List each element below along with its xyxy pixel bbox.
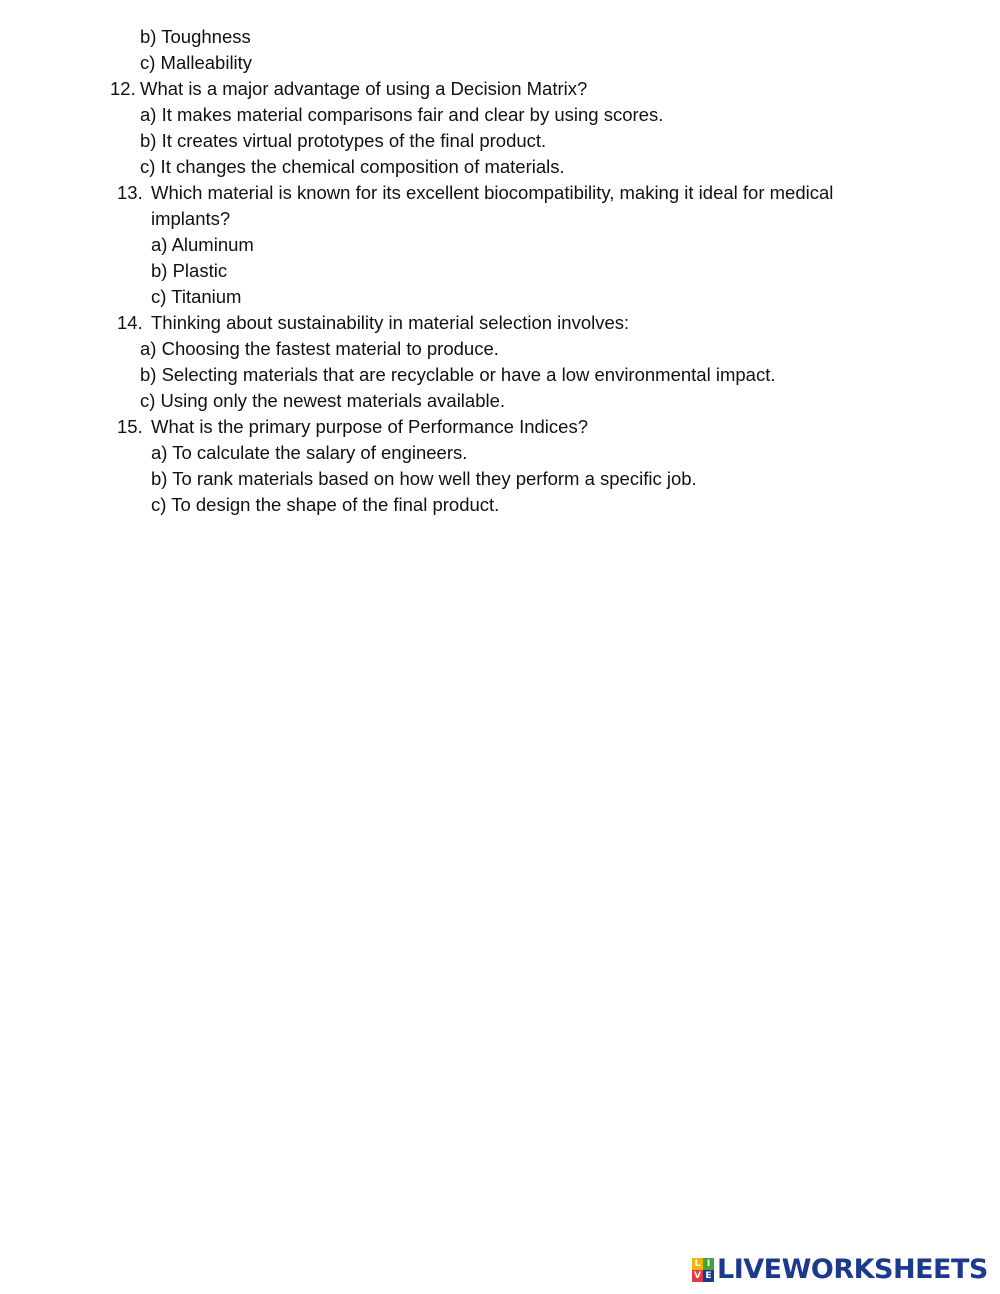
question-text: Thinking about sustainability in material selection involves: [151, 312, 630, 333]
question-number: 12. [110, 78, 136, 99]
liveworksheets-logo [692, 1254, 988, 1286]
q15-option-b: b) To rank materials based on how well they perform a specific job. [151, 468, 697, 489]
q11-option-c: c) Malleability [140, 52, 253, 73]
question-14 [117, 310, 629, 336]
question-number: 14. [117, 312, 143, 333]
q15-option-a: a) To calculate the salary of engineers. [151, 442, 468, 463]
q12-option-a: a) It makes material comparisons fair and clear by using scores. [140, 104, 664, 125]
q15-option-c: c) To design the shape of the final product. [151, 494, 500, 515]
question-number: 15. [117, 416, 143, 437]
logo-text: LIVEWORKSHEETS [717, 1254, 988, 1285]
q13-continuation: implants? [151, 208, 231, 229]
q11-option-b: b) Toughness [140, 26, 251, 47]
q12-option-c: c) It changes the chemical composition of materials. [140, 156, 565, 177]
q13-option-a: a) Aluminum [151, 234, 254, 255]
q14-option-c: c) Using only the newest materials available. [140, 390, 506, 411]
question-15 [117, 414, 588, 440]
logo-mark-letter: E [703, 1270, 714, 1282]
logo-mark-letter: V [692, 1270, 703, 1282]
q12-option-b: b) It creates virtual prototypes of the final product. [140, 130, 547, 151]
logo-mark-letter: I [703, 1258, 714, 1270]
q13-option-b: b) Plastic [151, 260, 228, 281]
question-13 [117, 180, 833, 206]
logo-mark-icon [692, 1258, 714, 1282]
question-text: Which material is known for its excellent biocompatibility, making it ideal for medical [151, 182, 834, 203]
logo-mark-letter: L [692, 1258, 703, 1270]
question-number: 13. [117, 182, 143, 203]
q13-option-c: c) Titanium [151, 286, 242, 307]
question-text: What is a major advantage of using a Decision Matrix? [140, 78, 588, 99]
q14-option-a: a) Choosing the fastest material to produce. [140, 338, 499, 359]
q14-option-b: b) Selecting materials that are recyclable or have a low environmental impact. [140, 364, 776, 385]
question-12 [110, 76, 587, 102]
question-text: What is the primary purpose of Performance Indices? [151, 416, 588, 437]
